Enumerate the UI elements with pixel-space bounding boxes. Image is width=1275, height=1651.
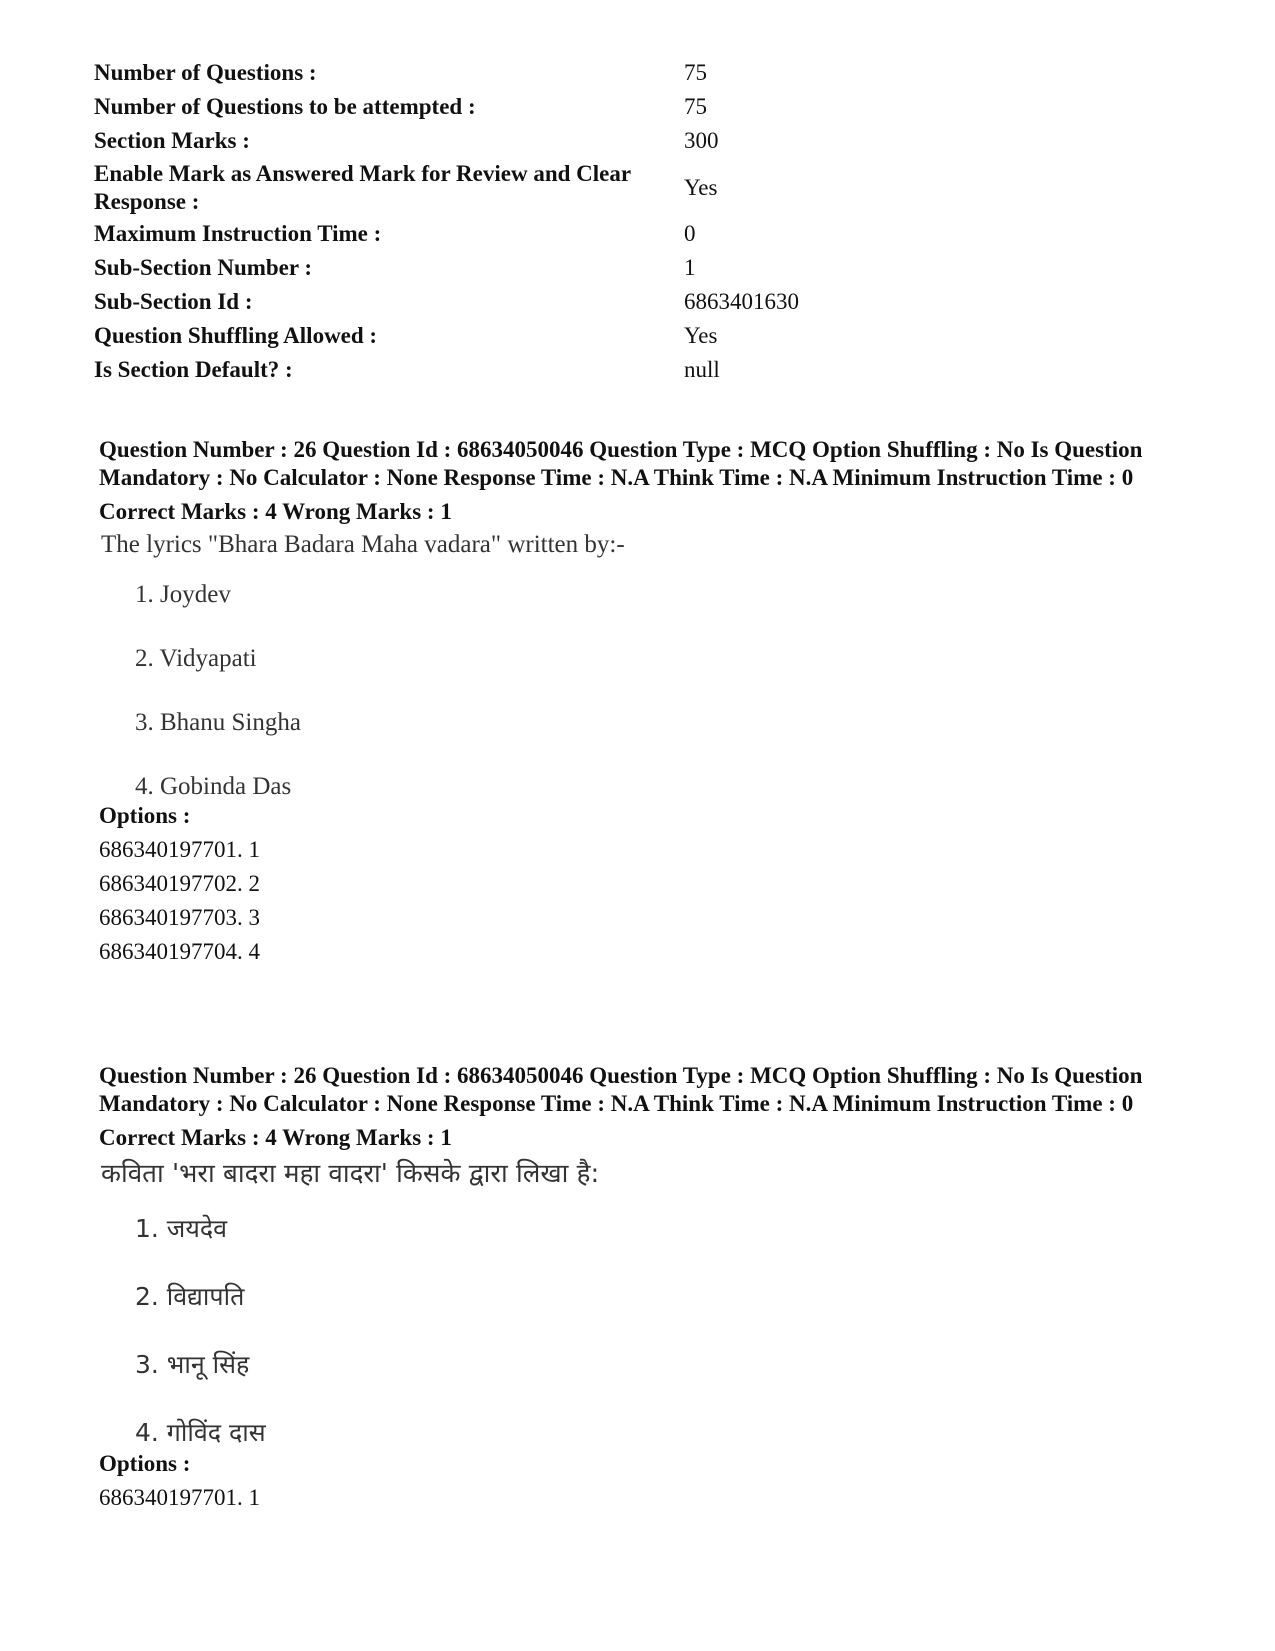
info-row xyxy=(94,160,854,216)
question-meta: Question Number : 26 Question Id : 68634050046 Question Type : MCQ Option Shuffling : No Is Question Mandatory : No Calculator : None Response Time : N.A Think Time : N.A Minimum Instruction Time : 0 xyxy=(99,437,1143,490)
info-label: Maximum Instruction Time : xyxy=(94,221,382,246)
choice-list xyxy=(135,1212,1199,1450)
info-value: Yes xyxy=(684,175,718,200)
options-label: Options : xyxy=(99,803,191,828)
choice-item: 4. गोविंद दास xyxy=(135,1418,266,1447)
option-id-row: 686340197701. 1 xyxy=(99,1485,260,1510)
choice-item: 3. Bhanu Singha xyxy=(135,709,301,736)
choice-item: 3. भानू सिंह xyxy=(135,1350,250,1379)
option-id-row: 686340197703. 3 xyxy=(99,905,260,930)
info-value: Yes xyxy=(684,323,718,348)
info-label: Enable Mark as Answered Mark for Review and Clear Response : xyxy=(94,161,631,214)
info-label: Sub-Section Id : xyxy=(94,289,253,314)
info-row xyxy=(94,355,854,384)
question-text: कविता 'भरा बादरा महा वादरा' किसके द्वारा लिखा है: xyxy=(101,1159,600,1189)
info-label: Sub-Section Number : xyxy=(94,255,313,280)
info-value: 6863401630 xyxy=(684,289,799,314)
info-row xyxy=(94,92,854,121)
info-value: 300 xyxy=(684,128,719,153)
choice-list xyxy=(135,580,1199,802)
option-id-row: 686340197701. 1 xyxy=(99,837,260,862)
info-label: Question Shuffling Allowed : xyxy=(94,323,378,348)
info-row xyxy=(94,321,854,350)
question-meta: Question Number : 26 Question Id : 68634050046 Question Type : MCQ Option Shuffling : No Is Question Mandatory : No Calculator : None Response Time : N.A Think Time : N.A Minimum Instruction Time : 0 xyxy=(99,1063,1143,1116)
info-label: Number of Questions : xyxy=(94,60,317,85)
option-id-row: 686340197702. 2 xyxy=(99,871,260,896)
choice-item: 4. Gobinda Das xyxy=(135,773,292,800)
question-marks: Correct Marks : 4 Wrong Marks : 1 xyxy=(99,1125,452,1150)
choice-item: 2. विद्यापति xyxy=(135,1282,245,1311)
info-value: 75 xyxy=(684,94,707,119)
question-text: The lyrics "Bhara Badara Maha vadara" written by:- xyxy=(101,531,625,558)
question-block xyxy=(99,436,1199,966)
info-label: Section Marks : xyxy=(94,128,250,153)
info-row xyxy=(94,126,854,155)
info-value: 1 xyxy=(684,255,696,280)
info-value: null xyxy=(684,357,720,382)
choice-item: 1. जयदेव xyxy=(135,1214,228,1243)
info-row xyxy=(94,58,854,87)
options-label: Options : xyxy=(99,1451,191,1476)
info-row xyxy=(94,219,854,248)
question-block xyxy=(99,1062,1199,1512)
info-row xyxy=(94,253,854,282)
info-row xyxy=(94,287,854,316)
info-label: Number of Questions to be attempted : xyxy=(94,94,476,119)
question-marks: Correct Marks : 4 Wrong Marks : 1 xyxy=(99,499,452,524)
choice-item: 1. Joydev xyxy=(135,581,231,608)
info-value: 0 xyxy=(684,221,696,246)
option-id-row: 686340197704. 4 xyxy=(99,939,260,964)
choice-item: 2. Vidyapati xyxy=(135,645,257,672)
section-info-table xyxy=(94,58,854,389)
info-label: Is Section Default? : xyxy=(94,357,293,382)
info-value: 75 xyxy=(684,60,707,85)
